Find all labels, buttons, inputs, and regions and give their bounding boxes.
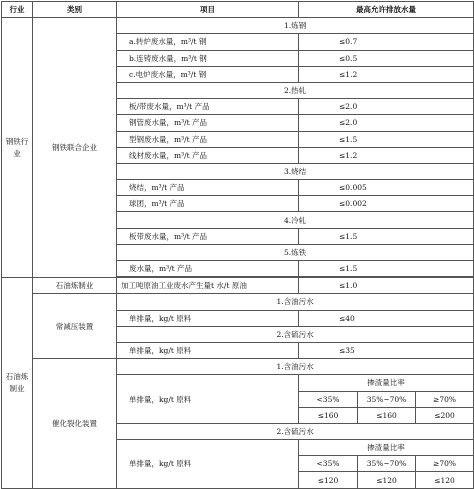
item-label: c.电炉废水量，m³/t 钢 xyxy=(117,66,299,82)
limit-value: ≤1.0 xyxy=(299,278,474,294)
item-label: b.连铸废水量，m³/t 钢 xyxy=(117,50,299,66)
item-label: 线材废水量，m³/t 产品 xyxy=(117,147,299,163)
table-row xyxy=(2,18,474,34)
item-label: 加工吨原油工业废水产生量t 水/t 原油 xyxy=(117,278,299,294)
section-title: 2.含硫污水 xyxy=(117,423,474,439)
section-title: 3.烧结 xyxy=(117,163,474,179)
limit-value: ≤160 xyxy=(299,407,358,423)
table-row xyxy=(2,359,474,375)
ratio-label: 掺渣量比率 xyxy=(299,375,474,391)
item-label: 烧结，m³/t 产品 xyxy=(117,180,299,196)
header-row xyxy=(2,2,474,18)
limit-value: ≤2.0 xyxy=(299,99,474,115)
ratio-head: ≥70% xyxy=(416,456,474,472)
header-limit: 最高允许排放水量 xyxy=(299,2,474,18)
limit-value: ≤1.5 xyxy=(299,261,474,277)
limit-value: ≤200 xyxy=(416,407,474,423)
section-title: 1.含油污水 xyxy=(117,359,474,375)
header-item: 项目 xyxy=(117,2,299,18)
item-label: 单排量，kg/t 原料 xyxy=(117,375,299,424)
limit-value: ≤120 xyxy=(299,472,358,488)
limit-value: ≤1.5 xyxy=(299,131,474,147)
item-label: 钢管废水量，m³/t 产品 xyxy=(117,115,299,131)
ratio-head: <35% xyxy=(299,456,358,472)
category-atm-distillation: 常减压装置 xyxy=(33,294,117,359)
limit-value: ≤0.005 xyxy=(299,180,474,196)
item-label: 板带废水量，m³/t 产品 xyxy=(117,228,299,244)
industry-petro: 石油炼制业 xyxy=(2,278,33,489)
header-industry: 行业 xyxy=(2,2,33,18)
item-label: 球团，m³/t 产品 xyxy=(117,196,299,212)
section-title: 1.炼钢 xyxy=(117,18,474,34)
header-category: 类别 xyxy=(33,2,117,18)
item-label: 废水量，m³/t 产品 xyxy=(117,261,299,277)
ratio-head: 35%~70% xyxy=(358,391,416,407)
limit-value: ≤0.002 xyxy=(299,196,474,212)
item-label: 单排量，kg/t 原料 xyxy=(117,342,299,358)
emission-limits-table xyxy=(1,1,474,489)
limit-value: ≤120 xyxy=(358,472,416,488)
limit-value: ≤0.7 xyxy=(299,34,474,50)
industry-steel: 钢铁行业 xyxy=(2,18,33,278)
table-row xyxy=(2,294,474,310)
item-label: 单排量，kg/t 原料 xyxy=(117,440,299,489)
section-title: 1.含油污水 xyxy=(117,294,474,310)
item-label: 型钢废水量，m³/t 产品 xyxy=(117,131,299,147)
ratio-label: 掺渣量比率 xyxy=(299,440,474,456)
emission-limits-table-container xyxy=(1,1,473,488)
category-fcc: 催化裂化装置 xyxy=(33,359,117,489)
category-refining: 石油炼制业 xyxy=(33,278,117,294)
ratio-head: ≥70% xyxy=(416,391,474,407)
limit-value: ≤1.2 xyxy=(299,66,474,82)
section-title: 2.含硫污水 xyxy=(117,326,474,342)
item-label: a.转炉废水量，m³/t 钢 xyxy=(117,34,299,50)
limit-value: ≤160 xyxy=(358,407,416,423)
item-label: 单排量，kg/t 原料 xyxy=(117,310,299,326)
limit-value: ≤120 xyxy=(416,472,474,488)
limit-value: ≤0.5 xyxy=(299,50,474,66)
category-steel-complex: 钢铁联合企业 xyxy=(33,18,117,278)
ratio-head: <35% xyxy=(299,391,358,407)
ratio-head: 35%~70% xyxy=(358,456,416,472)
limit-value: ≤1.2 xyxy=(299,147,474,163)
limit-value: ≤2.0 xyxy=(299,115,474,131)
limit-value: ≤35 xyxy=(299,342,474,358)
limit-value: ≤1.5 xyxy=(299,228,474,244)
limit-value: ≤40 xyxy=(299,310,474,326)
section-title: 2.热轧 xyxy=(117,82,474,98)
table-row xyxy=(2,278,474,294)
item-label: 板/带废水量，m³/t 产品 xyxy=(117,99,299,115)
section-title: 5.炼铁 xyxy=(117,244,474,260)
section-title: 4.冷轧 xyxy=(117,212,474,228)
